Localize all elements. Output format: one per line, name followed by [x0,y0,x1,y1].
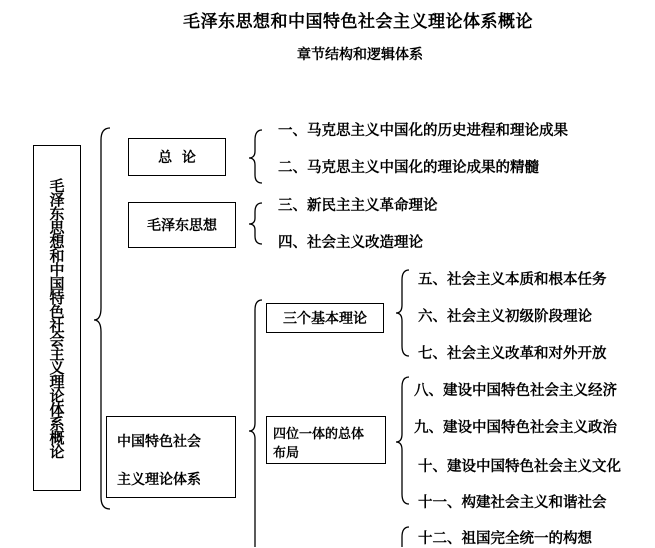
chapter-9: 九、建设中国特色社会主义政治 [414,419,617,436]
chapter-10: 十、建设中国特色社会主义文化 [418,458,621,475]
layout-box [266,416,386,464]
chapter-8: 八、建设中国特色社会主义经济 [414,382,617,399]
root-box [33,145,81,491]
mao-label: 毛泽东思想 [147,218,217,234]
chapter-2: 二、马克思主义中国化的理论成果的精髓 [278,159,539,176]
chapter-6: 六、社会主义初级阶段理论 [418,308,592,325]
socialism-label-line1: 中国特色社会 [117,434,201,450]
mao-brace [249,203,262,244]
chapter-7: 七、社会主义改革和对外开放 [418,345,607,362]
chapter-12: 十二、祖国完全统一的构想 [418,530,592,547]
general-box [128,138,226,176]
more-brace [402,527,409,547]
mao-box [128,202,236,248]
page-title: 毛泽东思想和中国特色社会主义理论体系概论 [183,12,533,32]
layout-brace [396,377,409,504]
layout-label-line1: 四位一体的总体 [273,427,365,442]
root-label: 毛泽东思想和中国特色社会主义理论体系概论 [47,178,66,458]
chapter-11: 十一、构建社会主义和谐社会 [418,494,607,511]
chapter-3: 三、新民主主义革命理论 [278,197,438,214]
socialism-label-line2: 主义理论体系 [117,472,201,488]
general-brace [249,130,262,183]
chapter-5: 五、社会主义本质和根本任务 [418,271,607,288]
general-label: 总 论 [158,150,196,166]
chapter-1: 一、马克思主义中国化的历史进程和理论成果 [278,122,568,139]
chapter-4: 四、社会主义改造理论 [278,234,423,251]
socialism-brace [249,300,262,547]
basic-theories-label: 三个基本理论 [283,311,367,327]
basic-brace [396,270,409,356]
basic-theories-box [266,303,384,333]
page-subtitle: 章节结构和逻辑体系 [297,47,423,63]
socialism-box [106,416,236,498]
layout-label-line2: 布局 [273,446,300,461]
